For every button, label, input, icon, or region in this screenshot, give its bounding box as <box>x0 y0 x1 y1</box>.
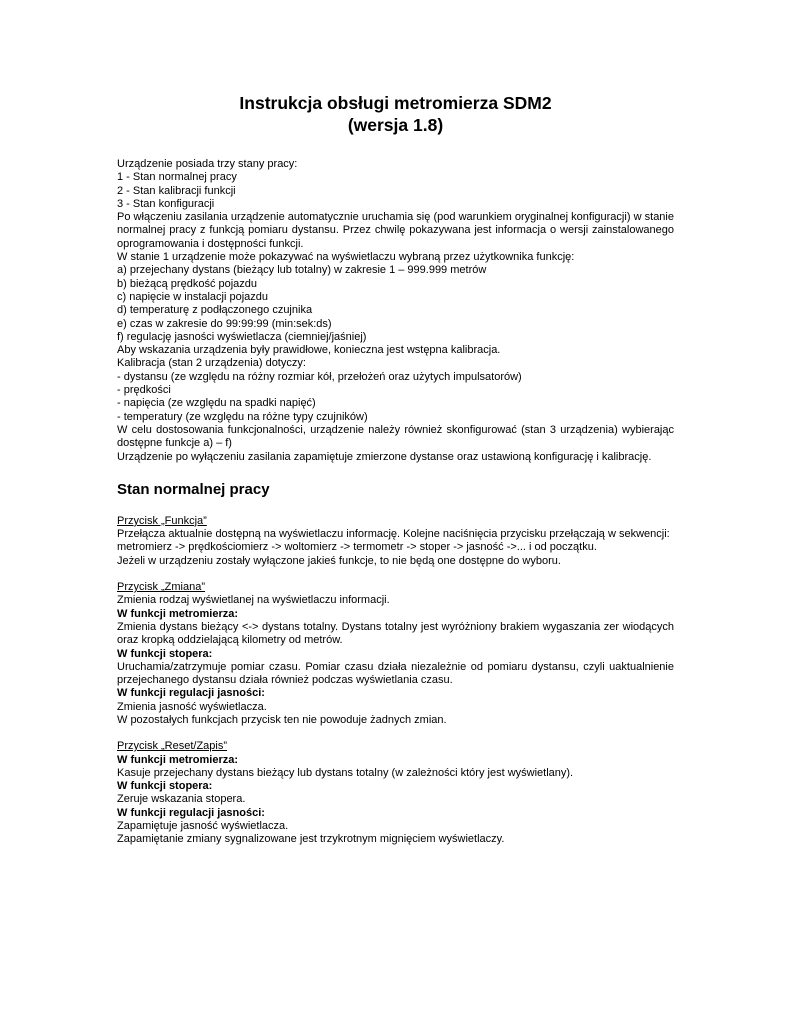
intro-line: Urządzenie posiada trzy stany pracy: <box>117 158 298 170</box>
function-item: c) napięcie w instalacji pojazdu <box>117 290 269 303</box>
zmiana-subheading: W funkcji regulacji jasności: <box>117 687 265 700</box>
function-item: d) temperaturę z podłączonego czujnika <box>117 304 313 317</box>
title-line-1: Instrukcja obsługi metromierza SDM2 <box>239 93 552 113</box>
function-item: f) regulację jasności wyświetlacza (ciemniej/jaśniej) <box>117 330 367 343</box>
reset-subheading: W funkcji regulacji jasności: <box>117 806 265 819</box>
calibration-item: - dystansu (ze względu na różny rozmiar kół, przełożeń oraz użytych impulsatorów) <box>117 370 522 383</box>
reset-subheading: W funkcji stopera: <box>117 780 213 793</box>
intro-line: 2 - Stan kalibracji funkcji <box>117 184 236 197</box>
zmiana-text: Uruchamia/zatrzymuje pomiar czasu. Pomiar czasu działa niezależnie od pomiaru dystansu, czyli uaktualnienie przejechanego dystansu działa również podczas wyświetlania czasu. <box>117 660 674 687</box>
calibration-item: - napięcia (ze względu na spadki napięć) <box>117 397 316 410</box>
reset-text: Zeruje wskazania stopera. <box>117 793 246 806</box>
section-heading: Stan normalnej pracy <box>117 480 270 498</box>
reset-button-section <box>117 740 674 846</box>
zmiana-heading: Przycisk „Zmiana” <box>117 581 206 594</box>
title-line-2: (wersja 1.8) <box>347 115 444 135</box>
zmiana-text: Zmienia dystans bieżący <-> dystans totalny. Dystans totalny jest wyróżniony brakiem wygaszania zer wiodących oraz kropką oddzielającą kilometry od metrów. <box>117 620 674 647</box>
spacer <box>117 568 674 581</box>
document-page <box>117 92 674 847</box>
zmiana-text: Zmienia jasność wyświetlacza. <box>117 700 267 713</box>
funkcja-sequence: metromierz -> prędkościomierz -> woltomierz -> termometr -> stoper -> jasność ->... i od początku. <box>117 541 597 554</box>
reset-text: Zapamiętuje jasność wyświetlacza. <box>117 820 289 833</box>
spacer <box>117 727 674 740</box>
calibration-item: - temperatury (ze względu na różne typy czujników) <box>117 410 368 423</box>
intro-line: Aby wskazania urządzenia były prawidłowe, konieczna jest wstępna kalibracja. <box>117 344 501 357</box>
calibration-item: - prędkości <box>117 384 171 397</box>
function-item: e) czas w zakresie do 99:99:99 (min:sek:ds) <box>117 317 332 330</box>
function-item: a) przejechany dystans (bieżący lub totalny) w zakresie 1 – 999.999 metrów <box>117 264 487 277</box>
reset-subheading: W funkcji metromierza: <box>117 753 239 766</box>
zmiana-button-section <box>117 581 674 727</box>
reset-text: Zapamiętanie zmiany sygnalizowane jest trzykrotnym mignięciem wyświetlaczy. <box>117 833 505 846</box>
intro-section <box>117 158 674 464</box>
function-item: b) bieżącą prędkość pojazdu <box>117 277 258 290</box>
zmiana-subheading: W funkcji stopera: <box>117 647 213 660</box>
reset-text: Kasuje przejechany dystans bieżący lub dystans totalny (w zależności który jest wyświetlany). <box>117 766 574 779</box>
funkcja-button-section <box>117 515 674 568</box>
intro-line: Kalibracja (stan 2 urządzenia) dotyczy: <box>117 357 306 370</box>
zmiana-subheading: W funkcji metromierza: <box>117 607 239 620</box>
zmiana-text: W pozostałych funkcjach przycisk ten nie powoduje żadnych zmian. <box>117 713 447 726</box>
funkcja-heading: Przycisk „Funkcja” <box>117 514 207 527</box>
intro-paragraph: Urządzenie po wyłączeniu zasilania zapamiętuje zmierzone dystanse oraz ustawioną konfigurację i kalibrację. <box>117 450 652 463</box>
intro-paragraph: Po włączeniu zasilania urządzenie automatycznie uruchamia się (pod warunkiem oryginalnej konfiguracji) w stanie normalnej pracy z funkcją pomiaru dystansu. Przez chwilę pokazywana jest informacja o wersji zainstalowanego oprogramowania i dostępności funkcji. <box>117 211 674 250</box>
intro-paragraph: W celu dostosowania funkcjonalności, urządzenie należy również skonfigurować (stan 3 urządzenia) wybierając dostępne funkcje a) – f) <box>117 423 674 450</box>
document-title <box>117 92 674 136</box>
reset-heading: Przycisk „Reset/Zapis” <box>117 740 228 753</box>
intro-line: W stanie 1 urządzenie może pokazywać na wyświetlaczu wybraną przez użytkownika funkcję: <box>117 251 575 264</box>
intro-line: 1 - Stan normalnej pracy <box>117 171 237 184</box>
zmiana-text: Zmienia rodzaj wyświetlanej na wyświetlaczu informacji. <box>117 594 390 607</box>
intro-line: 3 - Stan konfiguracji <box>117 197 215 210</box>
funkcja-note: Jeżeli w urządzeniu zostały wyłączone jakieś funkcje, to nie będą one dostępne do wyboru. <box>117 554 561 567</box>
funkcja-text: Przełącza aktualnie dostępną na wyświetlaczu informację. Kolejne naciśnięcia przycisku przełączają w sekwencji: <box>117 528 670 541</box>
